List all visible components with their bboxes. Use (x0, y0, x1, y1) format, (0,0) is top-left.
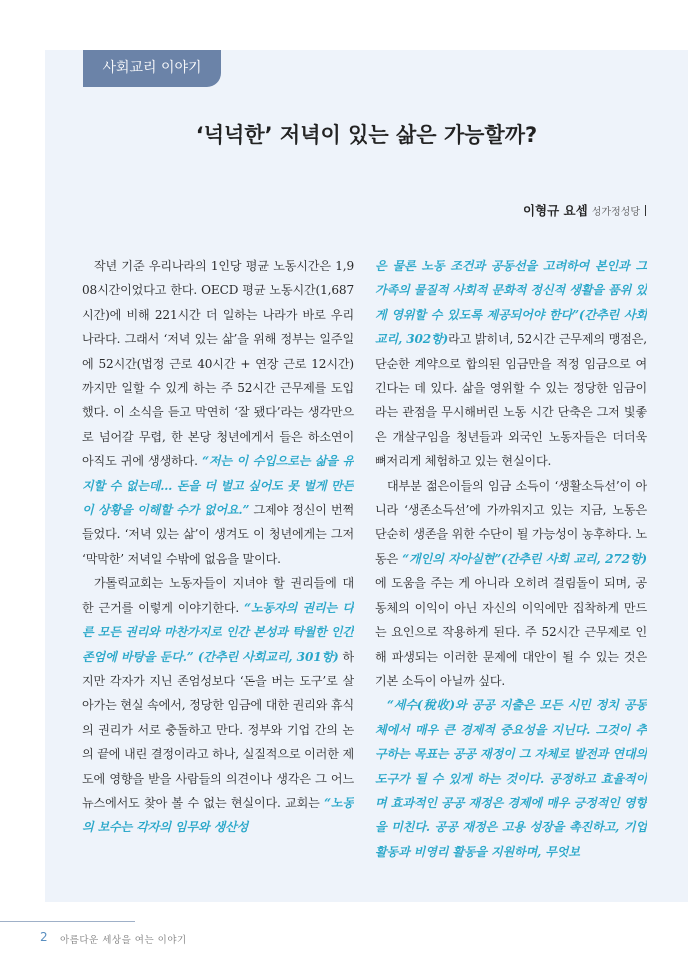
left-column (82, 254, 354, 872)
author-byline (523, 201, 646, 219)
right-column (375, 254, 647, 872)
quote-text: “노동자의 권리는 다른 모든 권리와 마찬가지로 인간 본성과 탁월한 인간 존엄에 바탕을 둔다.” (간추린 사회교리, 301항) (82, 600, 354, 664)
category-tag: 사회교리 이야기 (83, 50, 221, 87)
body-text: 에 도움을 주는 게 아니라 오히려 걸림돌이 되며, 공동체의 이익이 아닌 자신의 이익에만 집착하게 만드는 요인으로 작용하게 된다. 주 52시간 근무제로 인해 파생되는 이러한 문제에 대안이 될 수 있는 것은 기본 소득이 아닐까 싶다. (375, 576, 647, 688)
quote-text: “개인의 자아실현”(간추린 사회 교리, 272항) (402, 551, 647, 566)
quote-text: 은 물론 노동 조건과 공동선을 고려하여 본인과 그 가족의 물질적 사회적 문화적 정신적 생활을 품위 있게 영위할 수 있도록 제공되어야 한다”(간추린 사회교리, 302항) (375, 259, 647, 347)
byline-divider (645, 205, 646, 216)
page-number: 2 (40, 930, 48, 944)
paragraph (82, 254, 354, 571)
paragraph (375, 693, 647, 864)
author-parish: 성가정성당 (591, 207, 640, 218)
author-name: 이형규 요셉 (522, 203, 588, 218)
body-text: 대부분 젊은이들의 임금 소득이 ‘생활소득선’이 아니라 ‘생존소득선’에 가까워지고 있는 지금, 노동은 단순히 생존을 위한 수단이 될 가능성이 농후하다. 노동은 (375, 478, 647, 566)
body-text: 그제야 정신이 번쩍 들었다. ‘저녁 있는 삶’이 생겨도 이 청년에게는 그저 ‘막막한’ 저녁일 수밖에 없음을 말이다. (82, 503, 354, 566)
body-text: 하지만 각자가 지닌 존엄성보다 ‘돈을 버는 도구’로 살아가는 현실 속에서, 정당한 임금에 대한 권리와 휴식의 권리가 서로 충돌하고 만다. 정부와 기업 간의 논의 끝에 내린 결정이라고 하나, 실질적으로 이러한 제도에 영향을 받을 사람들의 의견이나 생각은 그 어느 뉴스에서도 찾아 볼 수 없는 현실이다. 교회는 (82, 649, 354, 810)
body-text: 작년 기준 우리나라의 1인당 평균 노동시간은 1,908시간이었다고 한다. OECD 평균 노동시간(1,687시간)에 비해 221시간 더 일하는 나라가 바로 우리나라다. 그래서 ‘저녁 있는 삶’을 위해 정부는 일주일에 52시간(법정 근로 40시간 + 연장 근로 12시간)까지만 일할 수 있게 하는 주 52시간 근무제를 도입했다. 이 소식을 듣고 막연히 ‘잘 됐다’라는 생각만으로 넘어갈 무렵, 한 본당 청년에게서 들은 하소연이 아직도 귀에 생생하다. (82, 259, 354, 469)
paragraph (82, 571, 354, 839)
quote-text: “저는 이 수입으로는 삶을 유지할 수 없는데… 돈을 더 벌고 싶어도 못 벌게 만든 이 상황을 이해할 수가 없어요.” (82, 454, 354, 518)
article-title: ‘넉넉한’ 저녁이 있는 삶은 가능할까? (195, 123, 538, 147)
paragraph (375, 254, 647, 474)
footer-rule (0, 921, 135, 922)
running-title: 아름다운 세상을 여는 이야기 (60, 935, 187, 946)
body-text: 라고 밝히녀, 52시간 근무제의 맹점은, 단순한 계약으로 합의된 임금만을 적정 임금으로 여긴다는 데 있다. 삶을 영위할 수 있는 정당한 임금이라는 관점을 무시해버린 노동 시간 단축은 그저 빛좋은 개살구임을 청년들과 외국인 노동자들은 더더욱 뼈저리게 체험하고 있는 현실이다. (375, 332, 647, 469)
quote-text: “노동의 보수는 각자의 임무와 생산성 (82, 795, 354, 835)
paragraph (375, 474, 647, 694)
body-text: 가톨릭교회는 노동자들이 지녀야 할 권리들에 대한 근거를 이렇게 이야기한다. (82, 576, 354, 615)
quote-text: “세수(稅收)와 공공 지출은 모든 시민 정치 공동체에서 매우 큰 경제적 중요성을 지닌다. 그것이 추구하는 목표는 공공 재정이 그 자체로 발전과 연대의 도구가 될 수 있게 하는 것이다. 공정하고 효율적이며 효과적인 공공 재정은 경제에 매우 긍정적인 영향을 미친다. 공공 재정은 고용 성장을 촉진하고, 기업 활동과 비영리 활동을 지원하며, 무엇보 (375, 698, 647, 859)
